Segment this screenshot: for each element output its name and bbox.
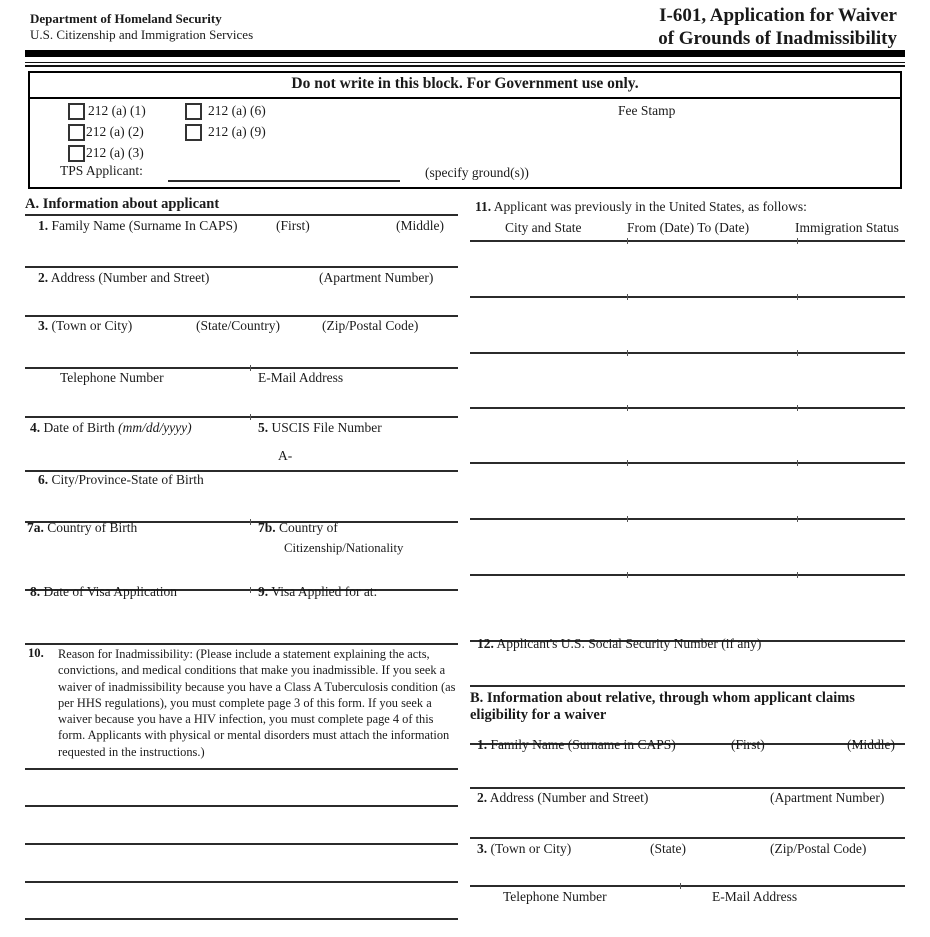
rule-a2: [25, 266, 458, 268]
a1-first-label: (First): [276, 218, 310, 233]
header-thick-rule: [25, 65, 905, 67]
b-phone-label: Telephone Number: [503, 889, 607, 904]
item12-label: Applicant's U.S. Social Security Number (if any): [496, 636, 762, 651]
b1-first-label: (First): [731, 737, 765, 752]
header-thin-rule: [25, 62, 905, 63]
rule-a3: [25, 315, 458, 317]
item11-label: Applicant was previously in the United States, as follows:: [493, 199, 807, 214]
a7a-row: [27, 520, 137, 536]
item12-number: 12.: [477, 636, 494, 651]
a10-answer-line[interactable]: [25, 768, 458, 770]
item11-answer-line[interactable]: [470, 352, 905, 354]
checkbox-212a3-label: 212 (a) (3): [86, 145, 144, 160]
agency-name: Department of Homeland Security: [30, 11, 222, 26]
a8-label: Date of Visa Application: [43, 584, 178, 599]
a7b-row: [258, 520, 338, 536]
rule-a4: [25, 416, 458, 418]
a10-answer-line[interactable]: [25, 918, 458, 920]
section-b-title-line1: B. Information about relative, through whom applicant claims: [470, 690, 855, 706]
a6-row: [38, 472, 204, 488]
a10-answer-line[interactable]: [25, 805, 458, 807]
a7a-number: 7a.: [27, 520, 44, 535]
item11-answer-line[interactable]: [470, 462, 905, 464]
item12-row: [477, 636, 761, 652]
checkbox-212a9[interactable]: [185, 124, 202, 141]
a-contact-answer-area[interactable]: [25, 388, 458, 415]
checkbox-212a9-label: 212 (a) (9): [208, 124, 266, 139]
a4-date-format: (mm/dd/yyyy): [118, 420, 192, 435]
form-title-line2: of Grounds of Inadmissibility: [658, 28, 897, 49]
a4-number: 4.: [30, 420, 41, 435]
agency-subtitle: U.S. Citizenship and Immigration Services: [30, 27, 254, 42]
item11-answer-line[interactable]: [470, 574, 905, 576]
a7a-label: Country of Birth: [47, 520, 138, 535]
section-a-title: A. Information about applicant: [25, 196, 220, 212]
item11-col-dates: From (Date) To (Date): [627, 220, 750, 235]
b1-answer-area[interactable]: [470, 755, 905, 785]
b-email-label: E-Mail Address: [712, 889, 798, 904]
a1-number: 1.: [38, 218, 49, 233]
a7b-label-line2: Citizenship/Nationality: [284, 541, 404, 555]
item11-answer-line[interactable]: [470, 296, 905, 298]
b3-row: [477, 841, 571, 857]
tps-applicant-label: TPS Applicant:: [60, 163, 143, 178]
a7b-number: 7b.: [258, 520, 276, 535]
section-b-title-line2: eligibility for a waiver: [470, 707, 607, 723]
a4-label: Date of Birth: [43, 420, 115, 435]
b1-label: Family Name (Surname in CAPS): [490, 737, 676, 752]
a5-number: 5.: [258, 420, 269, 435]
a5-a-number-prefix[interactable]: A-: [278, 448, 293, 463]
a8-row: [30, 584, 177, 600]
a1-row: [38, 218, 237, 234]
a3-state-label: (State/Country): [196, 318, 280, 333]
item11-number: 11.: [475, 199, 492, 214]
item12-answer-area[interactable]: [470, 654, 905, 682]
checkbox-212a6-label: 212 (a) (6): [208, 103, 266, 118]
a3-answer-area[interactable]: [25, 336, 458, 366]
b1-row: [477, 737, 676, 753]
b1-middle-label: (Middle): [847, 737, 895, 752]
b2-number: 2.: [477, 790, 488, 805]
a3-zip-label: (Zip/Postal Code): [322, 318, 419, 333]
a10-answer-line[interactable]: [25, 843, 458, 845]
a9-label: Visa Applied for at:: [271, 584, 378, 599]
form-title-line1: I-601, Application for Waiver: [659, 5, 897, 26]
b2-label: Address (Number and Street): [489, 790, 649, 805]
checkbox-212a1[interactable]: [68, 103, 85, 120]
b2-apartment-label: (Apartment Number): [770, 790, 885, 805]
b3-answer-area[interactable]: [470, 858, 905, 883]
gov-block-title-box: [28, 71, 902, 99]
a10-label: Reason for Inadmissibility: (Please include a statement explaining the acts, convictions, and medical conditions that make you inadmissible. If you seek a waiver of inadmissibility because you have a Class A Tuberculosis condition (as per HHS regulations), you must complete page 3 of this form. If you seek a waiver because you have a HIV infection, you must complete page 4 of this form. Applicants with physical or mental disorders must attach the information requested in the instructions.): [58, 647, 456, 759]
a10-number: 10.: [28, 646, 44, 660]
b2-row: [477, 790, 648, 806]
a9-row: [258, 584, 377, 600]
fee-stamp-label: Fee Stamp: [618, 103, 676, 118]
a7b-label: Country of: [279, 520, 338, 535]
a6-label: City/Province-State of Birth: [51, 472, 204, 487]
gov-block-title: Do not write in this block. For Government use only.: [291, 75, 639, 92]
a1-answer-area[interactable]: [25, 236, 458, 264]
checkbox-212a1-label: 212 (a) (1): [88, 103, 146, 118]
a4-row: [30, 420, 192, 436]
a8-number: 8.: [30, 584, 41, 599]
a6-answer-area[interactable]: [25, 490, 458, 518]
item11-table-header-rule: [470, 240, 905, 242]
a10-answer-line[interactable]: [25, 881, 458, 883]
b3-label: (Town or City): [490, 841, 572, 856]
rule-a-contact: [25, 367, 458, 369]
a2-row: [38, 270, 209, 286]
b1-number: 1.: [477, 737, 488, 752]
item11-answer-line[interactable]: [470, 518, 905, 520]
a1-label: Family Name (Surname In CAPS): [51, 218, 238, 233]
checkbox-212a2[interactable]: [68, 124, 85, 141]
form-title: [658, 4, 897, 50]
item11-answer-line[interactable]: [470, 407, 905, 409]
rule-b-title: [470, 685, 905, 687]
a-email-label: E-Mail Address: [258, 370, 344, 385]
b3-number: 3.: [477, 841, 488, 856]
a-phone-label: Telephone Number: [60, 370, 164, 385]
tps-applicant-input-line[interactable]: [168, 180, 400, 182]
checkbox-212a6[interactable]: [185, 103, 202, 120]
a8-9-answer-area[interactable]: [25, 602, 458, 640]
b3-zip-label: (Zip/Postal Code): [770, 841, 867, 856]
specify-grounds-label: (specify ground(s)): [425, 165, 529, 180]
b2-answer-area[interactable]: [470, 808, 905, 835]
a9-number: 9.: [258, 584, 269, 599]
a7-answer-area[interactable]: [25, 556, 458, 584]
a1-middle-label: (Middle): [396, 218, 444, 233]
a2-number: 2.: [38, 270, 49, 285]
rule-b-contact: [470, 885, 905, 887]
item11-col-city: City and State: [505, 220, 582, 235]
a3-label: (Town or City): [51, 318, 133, 333]
a3-row: [38, 318, 132, 334]
rule-b3: [470, 837, 905, 839]
a5-label: USCIS File Number: [271, 420, 382, 435]
item11-row: [475, 199, 807, 215]
a5-row: [258, 420, 382, 436]
item11-col-status: Immigration Status: [795, 220, 899, 235]
a3-number: 3.: [38, 318, 49, 333]
a2-label: Address (Number and Street): [50, 270, 210, 285]
checkbox-212a2-label: 212 (a) (2): [86, 124, 144, 139]
a2-answer-area[interactable]: [25, 288, 458, 314]
checkbox-212a3[interactable]: [68, 145, 85, 162]
b3-state-label: (State): [650, 841, 686, 856]
a2-apartment-label: (Apartment Number): [319, 270, 434, 285]
rule-a-title: [25, 214, 458, 216]
a6-number: 6.: [38, 472, 49, 487]
rule-b2: [470, 787, 905, 789]
rule-a10: [25, 643, 458, 645]
section-b-title: [470, 690, 855, 724]
header-divider-bar: [25, 50, 905, 57]
